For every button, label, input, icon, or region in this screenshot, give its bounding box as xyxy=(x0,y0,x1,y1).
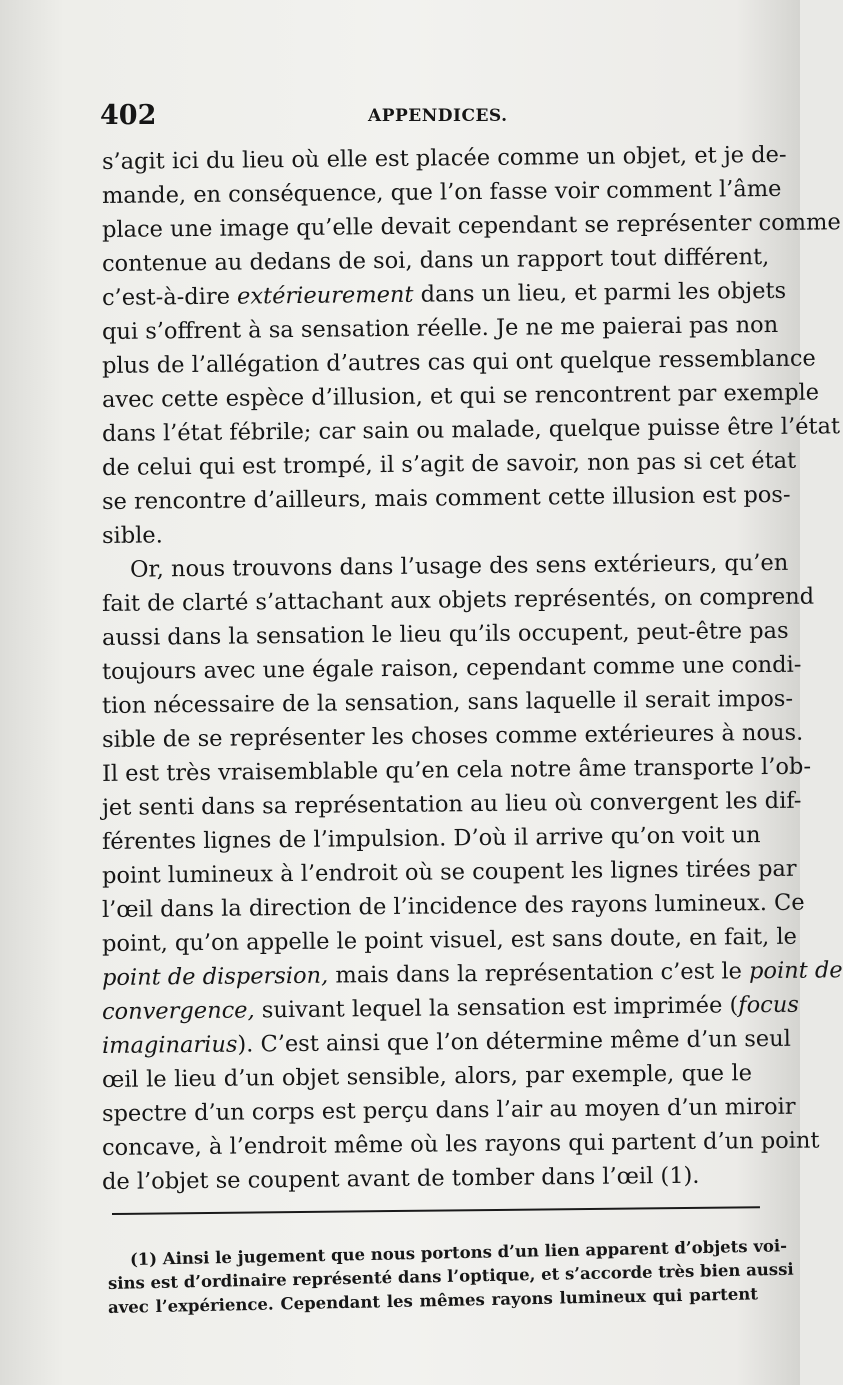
text-segment: mais dans la représentation c’est le xyxy=(335,958,743,989)
text-line: fait de clarté s’attachant aux objets représentés, on comprend xyxy=(101,583,815,617)
text-line: dans l’état fébrile; car sain ou malade, quelque puisse être l’état xyxy=(101,413,841,447)
text-line: œil le lieu d’un objet sensible, alors, par exemple, que le xyxy=(101,1060,753,1093)
text-line: qui s’offrent à sa sensation réelle. Je ne me paierai pas non xyxy=(101,311,779,345)
text-line: de l’objet se coupent avant de tomber dans l’œil (1). xyxy=(101,1162,700,1195)
text-line: sible de se représenter les choses comme extérieures à nous. xyxy=(101,719,804,753)
body-text xyxy=(101,141,843,1199)
text-line: avec cette espèce d’illusion, et qui se rencontrent par exemple xyxy=(101,379,820,413)
page-header xyxy=(100,100,700,140)
text-segment: c’est-à-dire xyxy=(101,283,231,311)
text-line: l’œil dans la direction de l’incidence des rayons lumineux. Ce xyxy=(101,889,805,923)
italic-text: extérieurement xyxy=(236,281,414,310)
footnote-line: (1) Ainsi le jugement que nous portons d’un lien apparent d’objets voi- xyxy=(129,1236,788,1269)
italic-text: point de xyxy=(748,957,843,985)
text-segment: suivant lequel la sensation est imprimée ( xyxy=(261,992,739,1024)
text-line: sible. xyxy=(101,522,163,549)
text-line: aussi dans la sensation le lieu qu’ils occupent, peut-être pas xyxy=(101,617,789,651)
text-line: mande, en conséquence, que l’on fasse voir comment l’âme xyxy=(101,175,782,209)
text-line: concave, à l’endroit même où les rayons qui partent d’un point xyxy=(101,1127,820,1161)
text-line: s’agit ici du lieu où elle est placée comme un objet, et je de- xyxy=(101,141,787,175)
text-line: point lumineux à l’endroit où se coupent les lignes tirées par xyxy=(101,855,797,889)
text-line: point, qu’on appelle le point visuel, est sans doute, en fait, le xyxy=(101,923,798,957)
text-line: Il est très vraisemblable qu’en cela notre âme transporte l’ob- xyxy=(101,753,812,787)
footnote xyxy=(107,1236,794,1320)
text-line: férentes lignes de l’impulsion. D’où il arrive qu’on voit un xyxy=(101,822,761,855)
italic-text: imaginarius xyxy=(101,1031,238,1059)
footnote-line: avec l’expérience. Cependant les mêmes rayons lumineux qui partent xyxy=(107,1284,759,1317)
text-segment: dans un lieu, et parmi les objets xyxy=(420,277,787,308)
text-line: toujours avec une égale raison, cependant comme une condi- xyxy=(101,651,802,685)
footnote-rule xyxy=(112,1206,760,1215)
text-line: se rencontre d’ailleurs, mais comment cette illusion est pos- xyxy=(101,481,791,515)
text-line: de celui qui est trompé, il s’agit de savoir, non pas si cet état xyxy=(101,447,797,481)
page-number: 402 xyxy=(100,100,157,131)
running-title: APPENDICES. xyxy=(368,106,508,126)
text-line: plus de l’allégation d’autres cas qui ont quelque ressemblance xyxy=(101,345,816,379)
italic-text: focus xyxy=(738,991,799,1019)
text-line: contenue au dedans de soi, dans un rapport tout différent, xyxy=(101,244,770,277)
text-line: jet senti dans sa représentation au lieu où convergent les dif- xyxy=(101,787,802,821)
italic-text: convergence, xyxy=(101,997,255,1025)
footnote-line: sins est d’ordinaire représenté dans l’optique, et s’accorde très bien aussi xyxy=(107,1259,794,1293)
text-line: tion nécessaire de la sensation, sans laquelle il serait impos- xyxy=(101,685,794,719)
italic-text: point de dispersion, xyxy=(101,962,329,991)
text-line: spectre d’un corps est perçu dans l’air au moyen d’un miroir xyxy=(101,1093,796,1127)
text-line: place une image qu’elle devait cependant se représenter comme xyxy=(101,209,841,243)
text-segment: ). C’est ainsi que l’on détermine même d’un seul xyxy=(237,1025,791,1058)
text-line: Or, nous trouvons dans l’usage des sens extérieurs, qu’en xyxy=(129,549,789,583)
